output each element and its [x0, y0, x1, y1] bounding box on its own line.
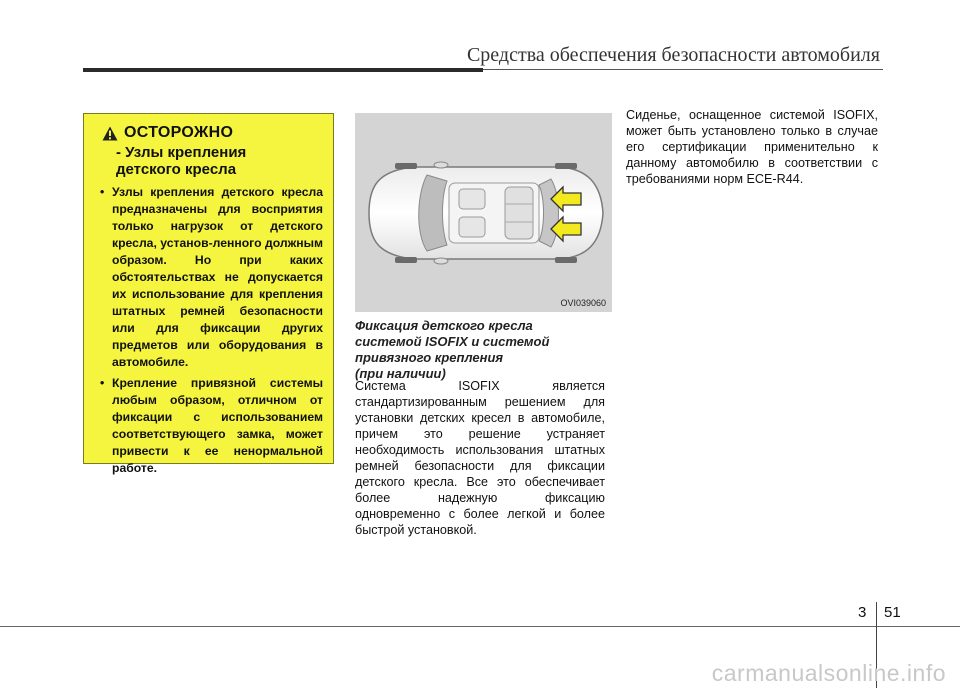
caption-line: привязного крепления — [355, 350, 504, 365]
warning-triangle-icon — [102, 126, 118, 141]
warning-item: • Узлы крепления детского кресла предназначены для восприятия только нагрузок от детского кресла, установ-ленного должным образом. Но при каких обстоятельствах не допускается их использование для крепления штатных ремней безопасности или для фиксации других предметов или оборудования в автомобиле. — [100, 184, 323, 371]
warning-header — [102, 124, 323, 142]
chapter-number: 3 — [858, 604, 867, 621]
caption-line: системой ISOFIX и системой — [355, 334, 550, 349]
figure-caption — [355, 318, 612, 382]
body-paragraph-left: Система ISOFIX является стандартизированным решением для установки детских кресел в автомобиле, причем это решение устраняет необходимость использования штатных ремней безопасности для фиксации детского кресла. Все это обеспечивает более надежную фиксацию одновременно с более легкой и более быстрой установкой. — [355, 379, 605, 537]
caption-line: (при наличии) — [355, 366, 446, 381]
header-title: Средства обеспечения безопасности автомобиля — [466, 44, 880, 66]
warning-subtitle: - Узлы крепления детского кресла — [116, 144, 247, 178]
figure-code: OVI039060 — [560, 298, 606, 308]
warning-title: ОСТОРОЖНО — [124, 124, 234, 141]
header-rule-thick — [83, 68, 483, 72]
car-figure — [355, 113, 612, 312]
warning-item: • Крепление привязной системы любым образом, отличном от фиксации с использованием соответствующего замка, может привести к ее ненормальной работе. — [100, 375, 323, 477]
warning-box — [83, 113, 334, 475]
car-top-view-image — [355, 113, 612, 312]
header-rule-thin — [483, 69, 883, 70]
watermark-link[interactable]: carmanualsonline.info — [711, 660, 946, 686]
footer-line — [0, 626, 960, 627]
body-paragraph-right: Сиденье, оснащенное системой ISOFIX, может быть установлено только в случае его сертификации применительно к данному автомобилю в соответствии с требованиями норм ECE-R44. — [626, 108, 878, 186]
page-number: 51 — [884, 604, 901, 621]
warning-list — [100, 184, 323, 477]
caption-line: Фиксация детского кресла — [355, 318, 533, 333]
